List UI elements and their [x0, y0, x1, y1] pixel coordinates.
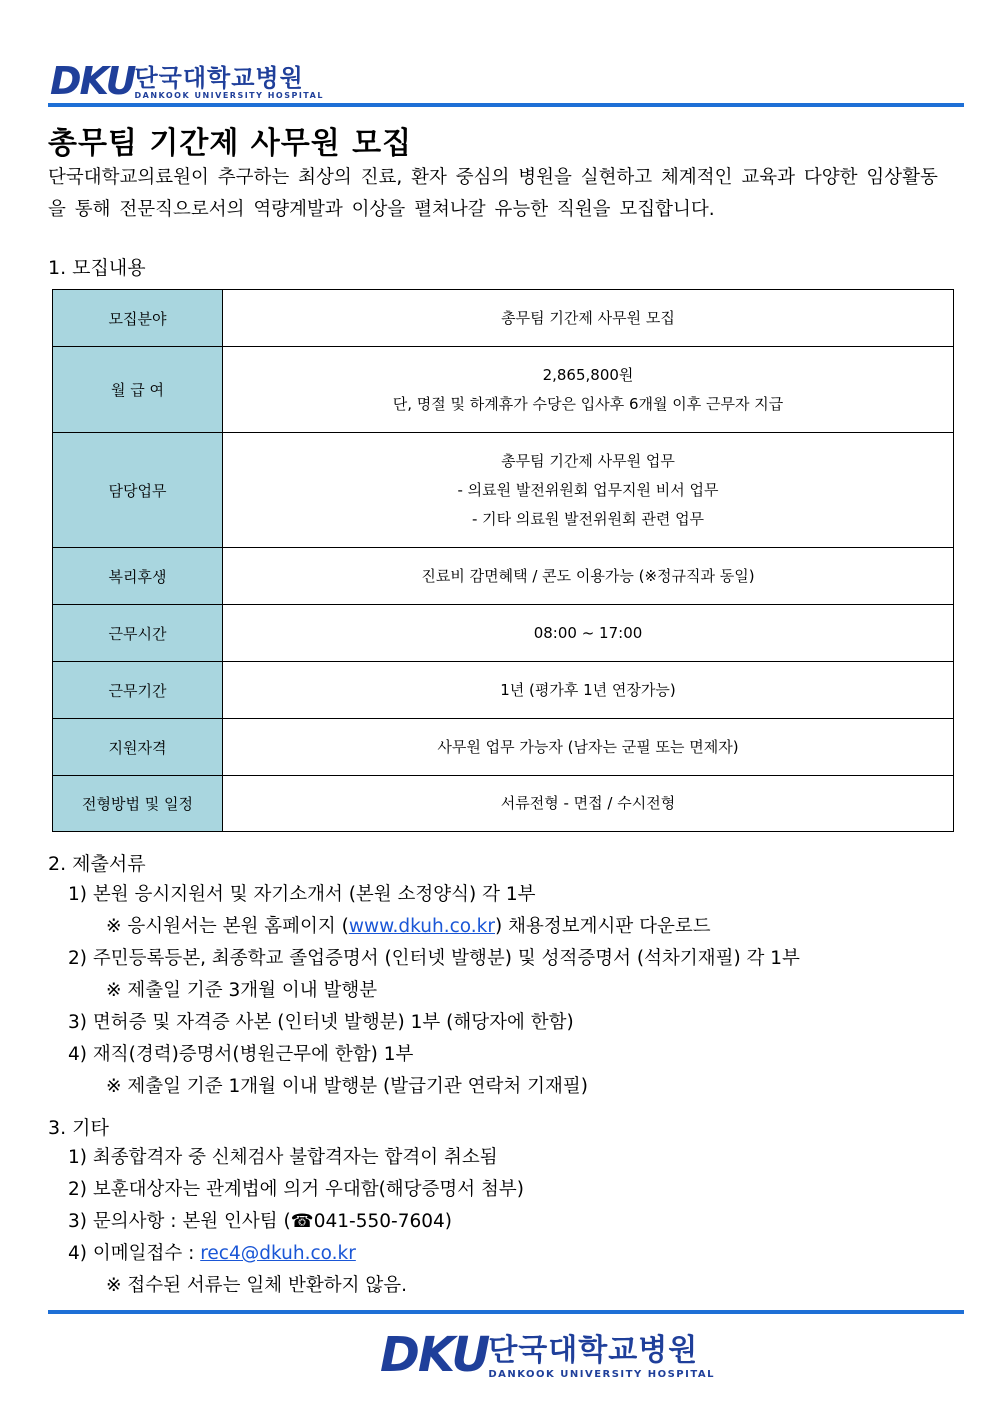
- table-row: [53, 719, 954, 776]
- logo-name-en: DANKOOK UNIVERSITY HOSPITAL: [488, 1369, 715, 1380]
- value-line: 08:00 ~ 17:00: [533, 623, 643, 642]
- note-text-pre: ※ 응시원서는 본원 홈페이지 (: [106, 916, 349, 937]
- list-note: ※ 제출일 기준 3개월 이내 발행분: [106, 980, 378, 1001]
- table-row: [53, 433, 954, 548]
- homepage-link[interactable]: www.dkuh.co.kr: [348, 916, 495, 937]
- value-line: - 의료원 발전위원회 업무지원 비서 업무: [457, 480, 719, 499]
- row-value: [223, 347, 954, 433]
- table-row: [53, 347, 954, 433]
- documents-list: [68, 879, 800, 1103]
- value-line: 단, 명절 및 하계휴가 수당은 입사후 6개월 이후 근무자 지급: [392, 394, 784, 413]
- list-item: [68, 1238, 524, 1270]
- email-link[interactable]: rec4@dkuh.co.kr: [200, 1243, 356, 1264]
- other-list: [68, 1142, 524, 1302]
- list-item: 2) 보훈대상자는 관계법에 의거 우대함(해당증명서 첨부): [68, 1179, 524, 1200]
- intro-paragraph: 단국대학교의료원이 추구하는 최상의 진료, 환자 중심의 병원을 실현하고 체계적인 교육과 다양한 임상활동을 통해 전문직으로서의 역량계발과 이상을 펼쳐나갈 유능한 직원을 모집합니다.: [48, 167, 938, 220]
- row-label: 담당업무: [53, 433, 223, 548]
- table-row: [53, 776, 954, 832]
- row-label: 지원자격: [53, 719, 223, 776]
- dku-logo-mark: [380, 1327, 489, 1383]
- row-label: 전형방법 및 일정: [53, 776, 223, 832]
- list-item: 3) 면허증 및 자격증 사본 (인터넷 발행분) 1부 (해당자에 한함): [68, 1012, 574, 1033]
- section-heading-other: 3. 기타: [48, 1117, 109, 1139]
- value-line: 1년 (평가후 1년 연장가능): [500, 680, 676, 699]
- row-label: 복리후생: [53, 548, 223, 605]
- row-label: 월 급 여: [53, 347, 223, 433]
- list-item: 1) 본원 응시지원서 및 자기소개서 (본원 소정양식) 각 1부: [68, 884, 536, 905]
- logo-text: [488, 1333, 715, 1380]
- value-line: 총무팀 기간제 사무원 모집: [501, 308, 675, 327]
- row-value: [223, 548, 954, 605]
- row-value: [223, 662, 954, 719]
- list-note: ※ 제출일 기준 1개월 이내 발행분 (발급기관 연락처 기재필): [106, 1076, 588, 1097]
- dku-logo-mark: [50, 59, 135, 103]
- value-line: 진료비 감면혜택 / 콘도 이용가능 (※정규직과 동일): [421, 566, 755, 585]
- row-label: 모집분야: [53, 290, 223, 347]
- value-line: 총무팀 기간제 사무원 업무: [501, 451, 675, 470]
- value-line: - 기타 의료원 발전위원회 관련 업무: [471, 509, 705, 528]
- section-heading-recruitment: 1. 모집내용: [48, 257, 146, 279]
- top-divider: [48, 103, 964, 107]
- value-line: 2,865,800원: [542, 365, 634, 384]
- row-value: [223, 605, 954, 662]
- row-label: 근무시간: [53, 605, 223, 662]
- row-value: [223, 433, 954, 548]
- list-note: ※ 접수된 서류는 일체 반환하지 않음.: [106, 1275, 407, 1296]
- row-value: [223, 776, 954, 832]
- section-heading-documents: 2. 제출서류: [48, 853, 146, 875]
- logo-name-en: DANKOOK UNIVERSITY HOSPITAL: [134, 91, 324, 100]
- table-row: [53, 290, 954, 347]
- email-label: 4) 이메일접수 :: [68, 1243, 201, 1264]
- row-value: [223, 290, 954, 347]
- recruitment-table: [52, 289, 954, 832]
- table-row: [53, 662, 954, 719]
- dku-mark-text: DKU: [50, 59, 135, 103]
- table-row: [53, 548, 954, 605]
- logo-name-ko: 단국대학교병원: [134, 64, 304, 92]
- value-line: 서류전형 - 면접 / 수시전형: [500, 794, 676, 812]
- list-item: 4) 재직(경력)증명서(병원근무에 한함) 1부: [68, 1044, 414, 1065]
- logo-text: [135, 66, 324, 100]
- row-value: [223, 719, 954, 776]
- hospital-logo-top: [50, 59, 324, 103]
- logo-name-ko: 단국대학교병원: [488, 1333, 699, 1368]
- list-item: 1) 최종합격자 중 신체검사 불합격자는 합격이 취소됨: [68, 1147, 498, 1168]
- list-item: 3) 문의사항 : 본원 인사팀 (☎041-550-7604): [68, 1211, 452, 1232]
- dku-mark-text: DKU: [380, 1327, 489, 1383]
- page-title: 총무팀 기간제 사무원 모집: [48, 126, 413, 161]
- bottom-divider: [48, 1310, 964, 1314]
- table-row: [53, 605, 954, 662]
- value-line: 사무원 업무 가능자 (남자는 군필 또는 면제자): [437, 737, 739, 756]
- list-note: [68, 911, 800, 943]
- note-text-post: ) 채용정보게시판 다운로드: [495, 916, 711, 937]
- list-item: 2) 주민등록등본, 최종학교 졸업증명서 (인터넷 발행분) 및 성적증명서 (석차기재필) 각 1부: [68, 948, 800, 969]
- hospital-logo-bottom: [380, 1327, 715, 1383]
- row-label: 근무기간: [53, 662, 223, 719]
